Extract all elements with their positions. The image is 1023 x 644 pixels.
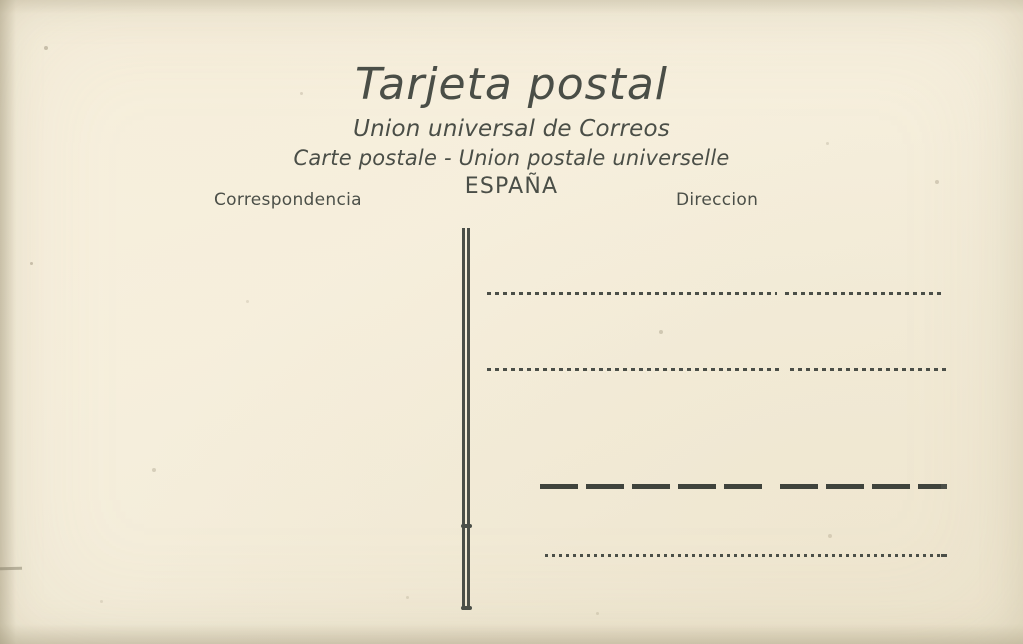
address-label: Direccion [676, 190, 759, 210]
address-rule-line [545, 554, 947, 557]
divider-midpoint-mark [461, 524, 472, 528]
paper-top-shadow [0, 0, 1023, 14]
address-rule-line [487, 292, 777, 295]
paper-speck [828, 534, 832, 538]
address-rule-line [487, 368, 782, 371]
postcard-country: ESPAÑA [464, 174, 559, 200]
paper-bottom-shadow [0, 624, 1023, 644]
postcard-subtitle-es: Union universal de Correos [353, 116, 670, 143]
paper-speck [44, 46, 48, 50]
divider-foot-mark [461, 606, 472, 610]
address-rule-line [790, 368, 947, 371]
rule-end-mark [941, 554, 947, 557]
paper-speck [30, 262, 33, 265]
postcard-title: Tarjeta postal [354, 59, 669, 110]
paper-speck [596, 612, 599, 615]
paper-speck [152, 468, 156, 472]
paper-speck [406, 596, 409, 599]
postcard-subtitle-fr: Carte postale - Union postale universelle [293, 146, 730, 171]
rule-end-mark [941, 484, 947, 489]
paper-speck [659, 330, 663, 334]
vertical-divider [462, 228, 470, 610]
paper-crease [0, 567, 22, 571]
paper-speck [100, 600, 103, 603]
correspondence-label: Correspondencia [214, 190, 362, 210]
address-rule-line [785, 292, 945, 295]
address-rule-line [540, 484, 770, 489]
divider-bar-right [467, 228, 470, 610]
address-rule-line [780, 484, 947, 489]
paper-speck [246, 300, 249, 303]
divider-bar-left [462, 228, 465, 610]
